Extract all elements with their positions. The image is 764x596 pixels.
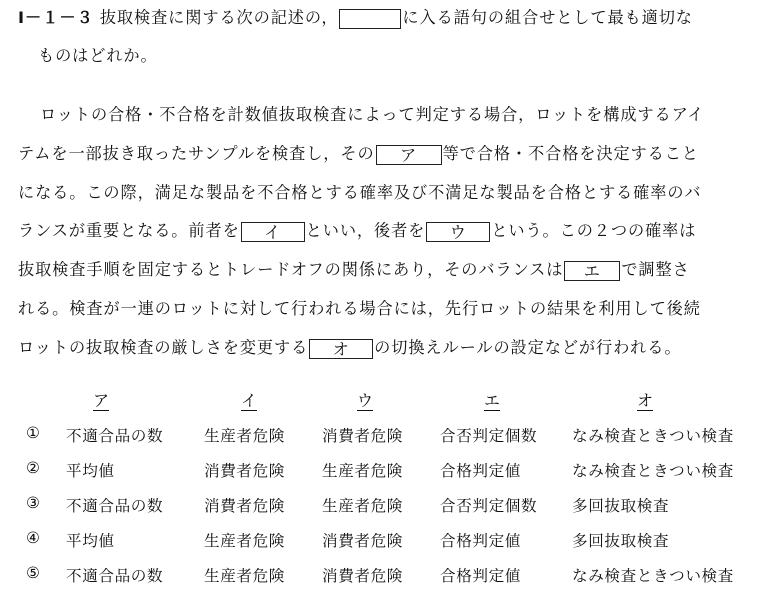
option-cell-o: なみ検査ときつい検査: [572, 462, 734, 480]
blank-i: イ: [241, 222, 305, 242]
option-cell-o: 多回抜取検査: [572, 497, 670, 515]
option-cell-i: 消費者危険: [204, 462, 285, 480]
answer-option-5[interactable]: [0, 564, 764, 590]
option-cell-a: 平均値: [66, 462, 115, 480]
option-cell-u: 生産者危険: [322, 497, 403, 515]
question-stem-b: に入る語句の組合せとして最も適切な: [402, 8, 693, 27]
passage-text-5b: で調整さ: [621, 260, 690, 279]
blank-box: [339, 9, 401, 29]
passage-line-5: [18, 260, 690, 281]
option-cell-u: 消費者危険: [322, 567, 403, 585]
option-cell-e: 合格判定値: [440, 462, 521, 480]
blank-e: エ: [564, 261, 620, 281]
option-cell-u: 消費者危険: [322, 532, 403, 550]
header-o: オ: [637, 391, 654, 410]
blank-o: オ: [309, 339, 373, 359]
option-cell-i: 生産者危険: [204, 532, 285, 550]
option-cell-o: なみ検査ときつい検査: [572, 427, 734, 445]
passage-text-6: れる。検査が一連のロットに対して行われる場合には，先行ロットの結果を利用して後続: [18, 299, 701, 318]
passage-text-5a: 抜取検査手順を固定するとトレードオフの関係にあり，そのバランスは: [18, 260, 564, 279]
option-cell-a: 不適合品の数: [66, 497, 164, 515]
passage-text-4c: という。この２つの確率は: [491, 221, 697, 240]
option-number: ②: [26, 459, 41, 477]
question-number: Ⅰ－１－３: [18, 8, 94, 27]
option-cell-u: 消費者危険: [322, 427, 403, 445]
passage-text-1: ロットの合格・不合格を計数値抜取検査によって判定する場合，ロットを構成するアイ: [40, 105, 705, 124]
question-stem-line-2: [38, 46, 158, 66]
option-number: ④: [26, 529, 41, 547]
blank-a: ア: [376, 145, 442, 165]
passage-text-2b: 等で合格・不合格を決定すること: [442, 144, 699, 163]
header-u: ウ: [357, 391, 374, 410]
answer-option-3[interactable]: [0, 494, 764, 520]
option-number: ①: [26, 424, 41, 442]
option-cell-e: 合格判定値: [440, 532, 521, 550]
header-a: ア: [93, 391, 110, 410]
option-cell-i: 消費者危険: [204, 497, 285, 515]
answer-option-2[interactable]: [0, 459, 764, 485]
option-cell-a: 不適合品の数: [66, 567, 164, 585]
option-cell-u: 生産者危険: [322, 462, 403, 480]
answer-option-4[interactable]: [0, 529, 764, 555]
option-number: ③: [26, 494, 41, 512]
option-cell-e: 合格判定値: [440, 567, 521, 585]
question-stem-line-1: [18, 8, 693, 29]
answer-option-1[interactable]: [0, 424, 764, 450]
header-e: エ: [484, 391, 501, 410]
option-cell-o: なみ検査ときつい検査: [572, 567, 734, 585]
option-cell-e: 合否判定個数: [440, 427, 538, 445]
passage-line-7: [18, 338, 681, 359]
passage-text-4b: といい，後者を: [305, 221, 426, 240]
option-cell-i: 生産者危険: [204, 567, 285, 585]
passage-text-2a: テムを一部抜き取ったサンプルを検査し，その: [18, 144, 375, 163]
question-stem-a: 抜取検査に関する次の記述の，: [99, 8, 339, 27]
passage-line-1: [40, 105, 704, 125]
passage-line-3: [18, 183, 702, 203]
passage-line-4: [18, 221, 696, 242]
passage-text-7b: の切換えルールの設定などが行われる。: [374, 338, 682, 357]
option-cell-o: 多回抜取検査: [572, 532, 670, 550]
option-cell-e: 合否判定個数: [440, 497, 538, 515]
option-cell-a: 平均値: [66, 532, 115, 550]
blank-u: ウ: [426, 222, 490, 242]
question-stem-c: ものはどれか。: [38, 46, 158, 65]
passage-line-6: [18, 299, 701, 319]
passage-text-7a: ロットの抜取検査の厳しさを変更する: [18, 338, 309, 357]
passage-text-4a: ランスが重要となる。前者を: [18, 221, 240, 240]
passage-line-2: [18, 144, 699, 165]
passage-text-3: になる。この際，満足な製品を不合格とする確率及び不満足な製品を合格とする確率のバ: [18, 183, 702, 202]
option-cell-a: 不適合品の数: [66, 427, 164, 445]
header-i: イ: [241, 391, 258, 410]
option-number: ⑤: [26, 564, 41, 582]
option-cell-i: 生産者危険: [204, 427, 285, 445]
